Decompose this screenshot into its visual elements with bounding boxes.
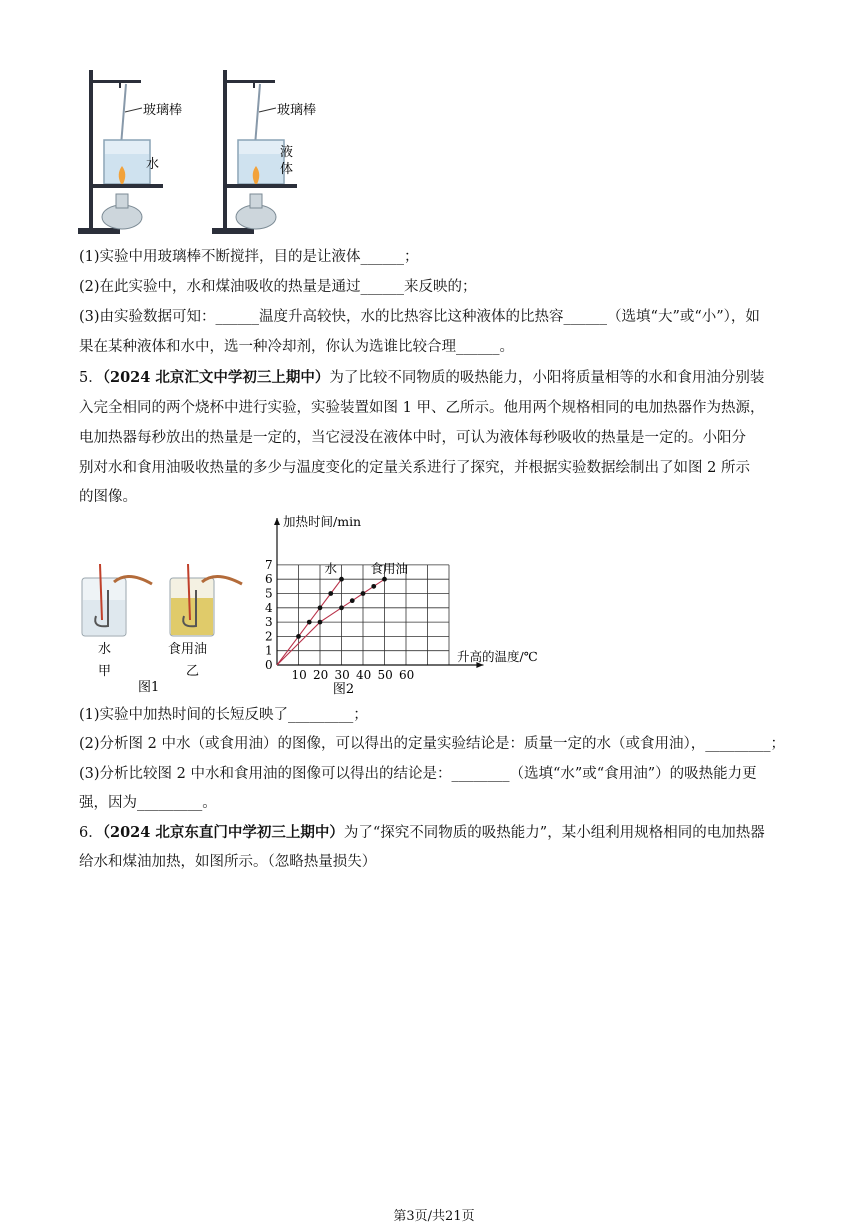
q6-source: （2024 北京东直门中学初三上期中） — [102, 824, 344, 841]
x-axis-label: 升高的温度/℃ — [457, 649, 538, 664]
x-tick-label: 60 — [399, 668, 415, 682]
x-tick-label: 40 — [356, 668, 372, 682]
q5-line5: 的图像。 — [79, 489, 137, 505]
q4-sub2: (2)在此实验中，水和煤油吸收的热量是通过______来反映的； — [79, 279, 477, 295]
q5-sub3-line2: 强，因为_________。 — [79, 795, 217, 811]
q5-line3: 电加热器每秒放出的热量是一定的，当它浸没在液体中时，可认为液体每秒吸收的热量是一定的。小阳分 — [79, 430, 746, 446]
y-tick-label: 3 — [265, 615, 273, 630]
liquid-label-line1: 液 — [280, 145, 294, 160]
q6-line1-text: 为了“探究不同物质的吸热能力”，某小组利用规格相同的电加热器 — [343, 825, 765, 841]
data-point — [339, 605, 344, 610]
beaker-water — [82, 564, 152, 679]
q5-line2: 入完全相同的两个烧杯中进行实验，实验装置如图 1 甲、乙所示。他用两个规格相同的电加热器作为热源， — [79, 400, 765, 416]
x-tick-label: 20 — [313, 668, 329, 682]
data-point — [361, 591, 366, 596]
heating-apparatus-figure — [76, 66, 316, 238]
q5-source: （2024 北京汇文中学初三上期中） — [102, 369, 330, 386]
page-footer: 第3页/共21页 — [393, 1209, 475, 1224]
q5-line4: 别对水和食用油吸收热量的多少与温度变化的定量关系进行了探究，并根据实验数据绘制出了如图 2 所示 — [79, 460, 750, 476]
fig1-water-label: 水 — [98, 642, 112, 657]
q5-line1 — [79, 368, 764, 388]
apparatus-right — [212, 70, 316, 234]
x-tick-label: 30 — [334, 668, 350, 682]
series-label-1: 食用油 — [370, 561, 409, 577]
y-tick-label: 7 — [265, 557, 273, 572]
y-axis-arrow — [274, 518, 280, 525]
water-label: 水 — [146, 157, 160, 172]
y-tick-label: 5 — [265, 586, 273, 601]
figure1-beakers — [78, 560, 248, 700]
apparatus-left — [78, 70, 182, 234]
fig1-oil-label: 食用油 — [168, 642, 208, 657]
fig1-caption: 图1 — [138, 680, 160, 695]
liquid-label-line2: 体 — [280, 162, 294, 177]
x-tick-label: 50 — [377, 668, 393, 682]
q4-sub3-line2: 果在某种液体和水中，选一种冷却剂，你认为选谁比较合理______。 — [79, 339, 514, 355]
data-point — [339, 577, 344, 582]
q6-number: 6． — [79, 825, 103, 841]
q5-sub1: (1)实验中加热时间的长短反映了_________； — [79, 707, 368, 723]
data-point — [350, 598, 355, 603]
data-point — [328, 591, 333, 596]
data-point — [307, 620, 312, 625]
y-tick-label: 4 — [265, 600, 273, 615]
data-point — [318, 605, 323, 610]
q5-sub3-line1: (3)分析比较图 2 中水和食用油的图像可以得出的结论是：________（选填“水”或“食用油”）的吸热能力更 — [79, 766, 757, 782]
q5-number: 5． — [79, 370, 103, 386]
series-label-0: 水 — [324, 561, 338, 577]
y-axis-label: 加热时间/min — [283, 514, 362, 529]
q6-line2: 给水和煤油加热，如图所示。（忽略热量损失） — [79, 854, 377, 870]
q6-line1 — [79, 823, 765, 843]
x-tick-label: 10 — [291, 668, 307, 682]
figure2-graph — [255, 510, 555, 695]
y-tick-label: 1 — [265, 643, 273, 658]
q4-sub1: (1)实验中用玻璃棒不断搅拌，目的是让液体______； — [79, 249, 419, 265]
data-point — [318, 620, 323, 625]
q4-sub3-line1: (3)由实验数据可知：______温度升高较快，水的比热容比这种液体的比热容______（选填“大”或“小”），如 — [79, 309, 760, 325]
origin-label: 0 — [265, 658, 273, 672]
glass-rod-label-left: 玻璃棒 — [143, 103, 183, 118]
fig2-caption: 图2 — [332, 682, 355, 695]
y-tick-label: 2 — [265, 629, 273, 644]
glass-rod-label-right: 玻璃棒 — [277, 103, 316, 118]
q5-sub2: (2)分析图 2 中水（或食用油）的图像，可以得出的定量实验结论是：质量一定的水（或食用油），_________； — [79, 736, 785, 752]
beaker-oil — [168, 564, 242, 679]
y-tick-label: 6 — [265, 572, 273, 587]
data-point — [382, 577, 387, 582]
data-point — [371, 584, 376, 589]
fig1-oil-sub: 乙 — [186, 664, 200, 679]
data-point — [296, 634, 301, 639]
q5-line1-text: 为了比较不同物质的吸热能力，小阳将质量相等的水和食用油分别装 — [329, 370, 765, 386]
fig1-water-sub: 甲 — [98, 664, 112, 679]
